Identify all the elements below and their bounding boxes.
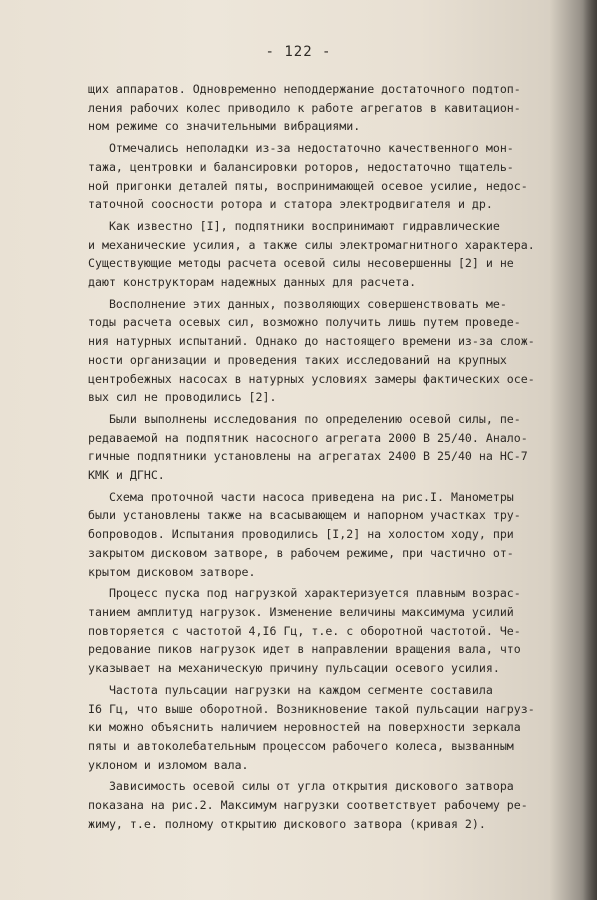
text-line: танием амплитуд нагрузок. Изменение величины максимума усилий bbox=[88, 604, 514, 619]
text-line: КМК и ДГНС. bbox=[88, 468, 165, 483]
text-line: таточной соосности ротора и статора электродвигателя и др. bbox=[88, 197, 493, 212]
paragraph bbox=[88, 80, 558, 136]
paragraph bbox=[88, 681, 558, 775]
page-number: - 122 - bbox=[265, 44, 332, 60]
text-line: показана на рис.2. Максимум нагрузки соответствует рабочему ре- bbox=[88, 798, 528, 813]
text-line: редаваемой на подпятник насосного агрегата 2000 В 25/40. Анало- bbox=[88, 430, 528, 445]
text-line: повторяется с частотой 4,I6 Гц, т.е. с оборотной частотой. Че- bbox=[88, 623, 521, 638]
text-line: закрытом дисковом затворе, в рабочем режиме, при частично от- bbox=[88, 545, 514, 560]
text-line: ности организации и проведения таких исследований на крупных bbox=[88, 352, 507, 367]
text-line: Отмечались неполадки из-за недостаточно качественного мон- bbox=[88, 141, 514, 156]
text-line: редование пиков нагрузок идет в направлении вращения вала, что bbox=[88, 642, 521, 657]
text-line: пяты и автоколебательным процессом рабочего колеса, вызванным bbox=[88, 738, 514, 753]
document-body bbox=[88, 80, 558, 836]
text-line: центробежных насосах в натурных условиях замеры фактических осе- bbox=[88, 371, 535, 386]
text-line: Процесс пуска под нагрузкой характеризуется плавным возрас- bbox=[88, 586, 521, 601]
page-edge-shadow bbox=[583, 0, 597, 900]
text-line: ки можно объяснить наличием неровностей на поверхности зеркала bbox=[88, 720, 521, 735]
paragraph bbox=[88, 139, 558, 214]
text-line: гичные подпятники установлены на агрегатах 2400 В 25/40 на НС-7 bbox=[88, 449, 528, 464]
paragraph bbox=[88, 217, 558, 292]
text-line: Восполнение этих данных, позволяющих совершенствовать ме- bbox=[88, 296, 507, 311]
paragraph bbox=[88, 777, 558, 833]
text-line: вых сил не проводились [2]. bbox=[88, 390, 277, 405]
paragraph bbox=[88, 295, 558, 407]
text-line: уклоном и изломом вала. bbox=[88, 757, 249, 772]
text-line: ния натурных испытаний. Однако до настоящего времени из-за слож- bbox=[88, 334, 535, 349]
text-line: Зависимость осевой силы от угла открытия дискового затвора bbox=[88, 779, 514, 794]
text-line: Частота пульсации нагрузки на каждом сегменте составила bbox=[88, 682, 493, 697]
text-line: ления рабочих колес приводило к работе агрегатов в кавитацион- bbox=[88, 100, 521, 115]
text-line: крытом дисковом затворе. bbox=[88, 564, 256, 579]
paragraph bbox=[88, 488, 558, 582]
text-line: ной пригонки деталей пяты, воспринимающей осевое усилие, недос- bbox=[88, 178, 528, 193]
text-line: жиму, т.е. полному открытию дискового затвора (кривая 2). bbox=[88, 816, 486, 831]
text-line: Схема проточной части насоса приведена на рис.I. Манометры bbox=[88, 489, 514, 504]
text-line: и механические усилия, а также силы электромагнитного характера. bbox=[88, 237, 535, 252]
text-line: были установлены также на всасывающем и напорном участках тру- bbox=[88, 508, 521, 523]
text-line: Как известно [I], подпятники воспринимают гидравлические bbox=[88, 218, 500, 233]
text-line: Существующие методы расчета осевой силы несовершенны [2] и не bbox=[88, 256, 514, 271]
text-line: бопроводов. Испытания проводились [I,2] на холостом ходу, при bbox=[88, 527, 514, 542]
paragraph bbox=[88, 584, 558, 678]
text-line: дают конструкторам надежных данных для расчета. bbox=[88, 275, 417, 290]
text-line: тоды расчета осевых сил, возможно получить лишь путем проведе- bbox=[88, 315, 521, 330]
text-line: Были выполнены исследования по определению осевой силы, пе- bbox=[88, 411, 521, 426]
text-line: тажа, центровки и балансировки роторов, недостаточно тщатель- bbox=[88, 159, 514, 174]
paragraph bbox=[88, 410, 558, 485]
text-line: указывает на механическую причину пульсации осевого усилия. bbox=[88, 661, 500, 676]
text-line: I6 Гц, что выше оборотной. Возникновение такой пульсации нагруз- bbox=[88, 701, 535, 716]
text-line: щих аппаратов. Одновременно неподдержание достаточного подтоп- bbox=[88, 82, 521, 96]
text-line: ном режиме со значительными вибрациями. bbox=[88, 119, 361, 134]
